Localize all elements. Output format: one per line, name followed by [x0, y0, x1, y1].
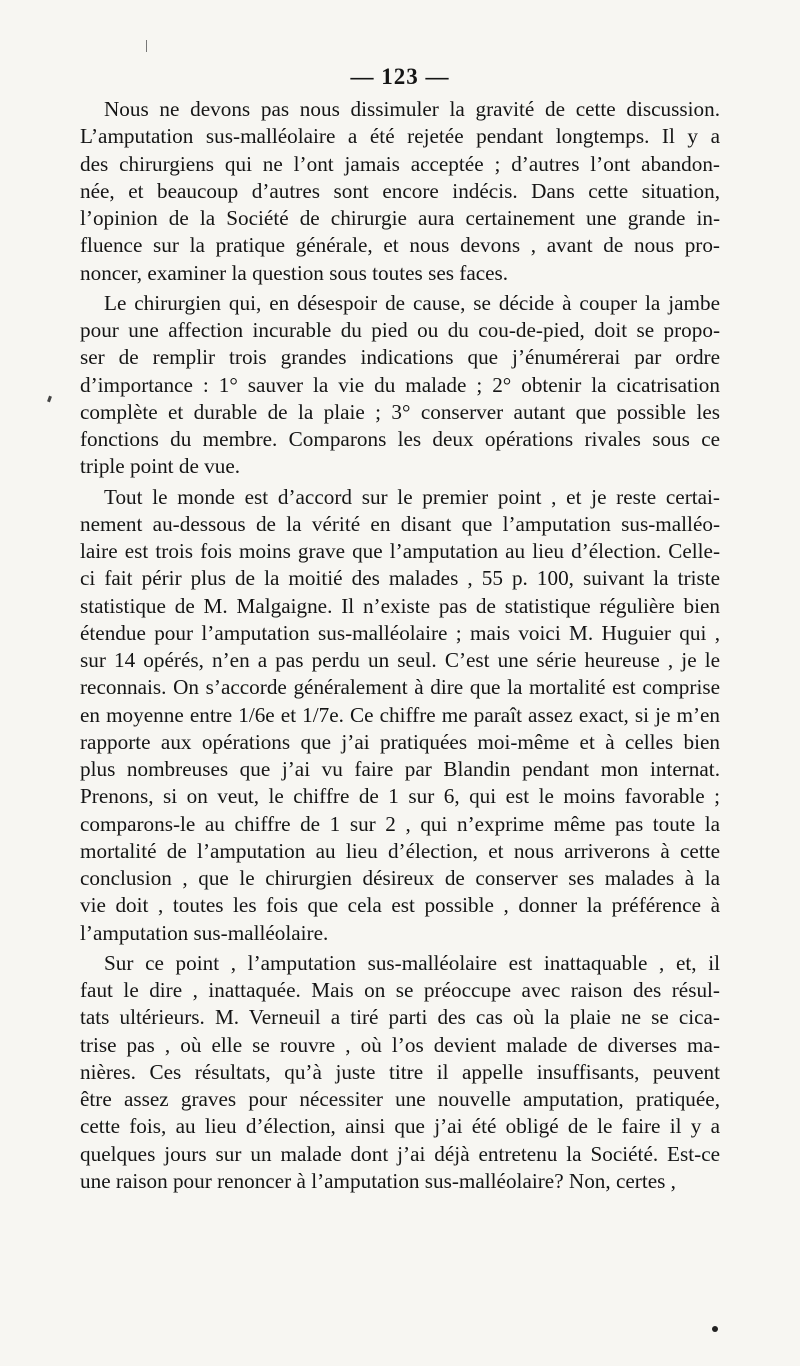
- text-line: l’amputation sus-malléolaire.: [80, 920, 329, 945]
- text-line: Le chirurgien qui, en désespoir de cause, se décide à couper la jambe: [104, 290, 720, 315]
- text-line: rapporte aux opérations que j’ai pratiquées moi-même et à celles bien: [80, 729, 720, 754]
- text-line: l’opinion de la Société de chirurgie aura certainement une grande in-: [80, 206, 720, 230]
- text-line: être assez graves pour nécessiter une nouvelle amputation, pratiquée,: [80, 1087, 720, 1111]
- text-line: conclusion , que le chirurgien désireux de conserver ses malades à la: [80, 866, 720, 890]
- text-line: mortalité de l’amputation au lieu d’élection, et nous arriverons à cette: [80, 838, 720, 863]
- text-line: L’amputation sus-malléolaire a été rejetée pendant longtemps. Il y a: [80, 124, 720, 149]
- text-line: en moyenne entre 1/6e et 1/7e. Ce chiffre me paraît assez exact, si je m’en: [80, 702, 720, 727]
- text-line: tats ultérieurs. M. Verneuil a tiré parti des cas où la plaie ne se cica-: [80, 1005, 720, 1030]
- text-line: laire est trois fois moins grave que l’amputation au lieu d’élection. Celle-: [80, 539, 720, 563]
- text-line: faut le dire , inattaquée. Mais on se préoccupe avec raison des résul-: [80, 978, 720, 1002]
- text-line: pour une affection incurable du pied ou du cou-de-pied, doit se propo-: [80, 318, 720, 342]
- text-line: sur 14 opérés, n’en a pas perdu un seul. C’est une série heureuse , je le: [80, 648, 720, 672]
- paragraph: [80, 290, 720, 481]
- text-line: des chirurgiens qui ne l’ont jamais acceptée ; d’autres l’ont abandon-: [80, 151, 720, 176]
- text-line: Prenons, si on veut, le chiffre de 1 sur 6, qui est le moins favorable ;: [80, 784, 720, 809]
- text-line: Tout le monde est d’accord sur le premier point , et je reste certai-: [104, 484, 720, 509]
- text-line: reconnais. On s’accorde généralement à dire que la mortalité est comprise: [80, 675, 720, 700]
- text-line: fluence sur la pratique générale, et nous devons , avant de nous pro-: [80, 233, 720, 258]
- text-line: ser de remplir trois grandes indications que j’énumérerai par ordre: [80, 345, 720, 370]
- text-line: cette fois, au lieu d’élection, ainsi que j’ai été obligé de le faire il y a: [80, 1114, 720, 1139]
- text-line: une raison pour renoncer à l’amputation sus-malléolaire? Non, certes ,: [80, 1168, 676, 1193]
- text-line: triple point de vue.: [80, 454, 241, 479]
- text-line: nières. Ces résultats, qu’à juste titre il appelle insuffisants, peuvent: [80, 1059, 720, 1084]
- body-text: [80, 96, 720, 1195]
- text-line: étendue pour l’amputation sus-malléolaire ; mais voici M. Huguier qui ,: [80, 620, 720, 645]
- text-line: née, et beaucoup d’autres sont encore indécis. Dans cette situation,: [80, 178, 720, 203]
- text-line: complète et durable de la plaie ; 3° conserver autant que possible les: [80, 399, 720, 424]
- text-line: ci fait périr plus de la moitié des malades , 55 p. 100, suivant la triste: [80, 566, 720, 591]
- text-line: statistique de M. Malgaigne. Il n’existe pas de statistique régulière bien: [80, 593, 720, 618]
- text-line: Nous ne devons pas nous dissimuler la gravité de cette discussion.: [104, 97, 720, 121]
- text-line: d’importance : 1° sauver la vie du malade ; 2° obtenir la cicatrisation: [80, 372, 720, 397]
- text-line: comparons-le au chiffre de 1 sur 2 , qui n’exprime même pas toute la: [80, 811, 720, 836]
- text-line: nement au-dessous de la vérité en disant que l’amputation sus-malléo-: [80, 511, 720, 536]
- paragraph: [80, 950, 720, 1195]
- margin-mark: [146, 40, 147, 52]
- text-line: trise pas , où elle se rouvre , où l’os devient malade de diverses ma-: [80, 1032, 720, 1057]
- page-number: — 123 —: [350, 64, 450, 89]
- text-line: plus nombreuses que j’ai vu faire par Blandin pendant mon internat.: [80, 757, 720, 781]
- margin-mark: [47, 396, 52, 403]
- ink-dot: [712, 1326, 718, 1332]
- paragraph: [80, 484, 720, 947]
- paragraph: [80, 96, 720, 287]
- text-line: vie doit , toutes les fois que cela est possible , donner la préférence à: [80, 893, 720, 918]
- text-line: quelques jours sur un malade dont j’ai déjà entretenu la Société. Est-ce: [80, 1141, 720, 1166]
- text-line: noncer, examiner la question sous toutes ses faces.: [80, 260, 509, 285]
- text-line: fonctions du membre. Comparons les deux opérations rivales sous ce: [80, 427, 720, 451]
- text-line: Sur ce point , l’amputation sus-malléolaire est inattaquable , et, il: [104, 950, 720, 975]
